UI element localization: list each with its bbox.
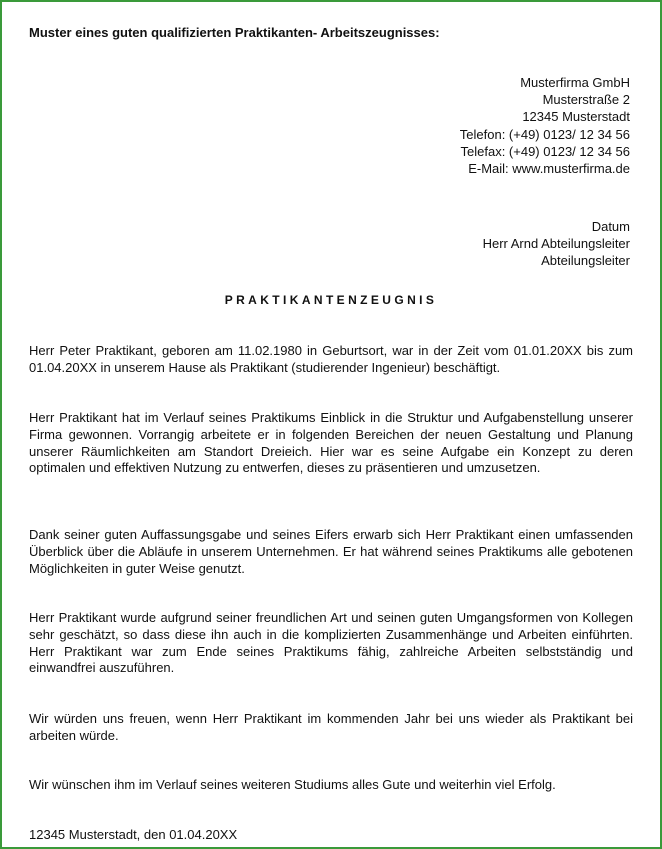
paragraph-conduct: Herr Praktikant wurde aufgrund seiner freundlichen Art und seinen guten Umgangsformen von Kollegen sehr geschätzt, so dass diese ihn auch in die komplizierten Zusammenhänge und Arbeiten einführten. Herr Praktikant war zum Ende seines Praktikums fähig, zahlreiche Arbeiten selbstständig und einwandfrei auszuführen.	[29, 610, 633, 676]
company-street: Musterstraße 2	[542, 92, 630, 108]
paragraph-employment-period: Herr Peter Praktikant, geboren am 11.02.1980 in Geburtsort, war in der Zeit vom 01.01.20XX bis zum 01.04.20XX in unserem Hause als Praktikant (studierender Ingenieur) beschäftigt.	[29, 343, 633, 375]
signatory-role: Abteilungsleiter	[541, 253, 630, 269]
place-date-line: 12345 Musterstadt, den 01.04.20XX	[29, 827, 238, 842]
company-fax: Telefax: (+49) 0123/ 12 34 56	[460, 143, 630, 159]
document-heading: Muster eines guten qualifizierten Praktikanten- Arbeitszeugnisses:	[29, 25, 440, 40]
company-city: 12345 Musterstadt	[522, 109, 630, 125]
document-title: PRAKTIKANTENZEUGNIS	[224, 293, 438, 307]
company-phone: Telefon: (+49) 0123/ 12 34 56	[459, 126, 630, 142]
company-name: Musterfirma GmbH	[520, 75, 630, 90]
signatory-name: Herr Arnd Abteilungsleiter	[482, 236, 630, 252]
paragraph-future: Wir würden uns freuen, wenn Herr Praktikant im kommenden Jahr bei uns wieder als Praktikant bei arbeiten würde.	[29, 711, 633, 743]
paragraph-tasks: Herr Praktikant hat im Verlauf seines Praktikums Einblick in die Struktur und Aufgabenstellung unserer Firma gewonnen. Vorrangig arbeitete er in folgenden Bereichen der neuen Gestaltung und Planung unserer Räumlichkeiten am Standort Dreieich. Hier war es seine Aufgabe ein Konzept zu deren optimalen und effektiven Nutzung zu entwerfen, dieses zu präsentieren und umzusetzen.	[29, 410, 633, 476]
date-signatory-block	[483, 218, 630, 270]
company-email: E-Mail: www.musterfirma.de	[468, 160, 630, 176]
paragraph-performance: Dank seiner guten Auffassungsgabe und seines Eifers erwarb sich Herr Praktikant einen umfassenden Überblick über die Abläufe in unserem Unternehmen. Er hat während seines Praktikums alle gebotenen Möglichkeiten in guter Weise genutzt.	[29, 527, 633, 576]
paragraph-wishes: Wir wünschen ihm im Verlauf seines weiteren Studiums alles Gute und weiterhin viel Erfolg.	[29, 777, 556, 792]
company-address-block	[460, 74, 630, 177]
date-label: Datum	[591, 219, 630, 234]
